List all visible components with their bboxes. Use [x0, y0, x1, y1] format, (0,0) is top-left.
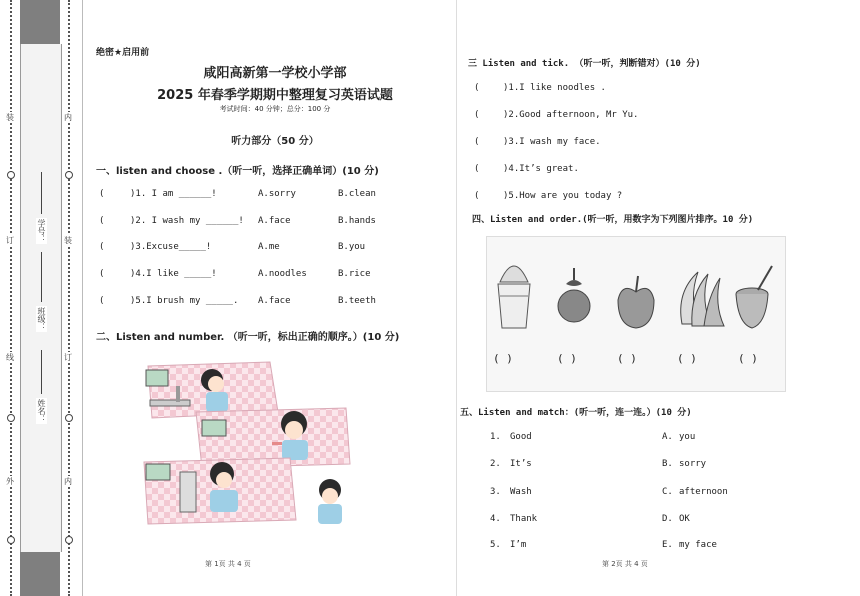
seal-circle — [7, 414, 15, 422]
tick-paren[interactable]: ( — [474, 164, 480, 174]
answer-paren[interactable]: ( — [99, 216, 105, 226]
match-letter: B. — [662, 459, 673, 469]
outer-seal-line — [10, 0, 18, 596]
student-id-label: 学号： — [37, 219, 46, 243]
match-right-word[interactable]: OK — [679, 514, 690, 524]
tick-statement: )1.I like noodles . — [503, 83, 606, 93]
question-text: )1. I am ______! — [130, 189, 217, 199]
mirror-icon — [146, 464, 170, 480]
match-right-word[interactable]: my face — [679, 540, 717, 550]
seal-circle — [65, 171, 73, 179]
girl-shirt-icon — [210, 490, 238, 512]
margin-top-block — [20, 0, 60, 44]
tick-statement: )3.I wash my face. — [503, 137, 601, 147]
class-label: 班级： — [37, 307, 46, 331]
order-slot[interactable]: ( ) — [557, 352, 577, 365]
seal-circle — [7, 536, 15, 544]
seal-circle — [65, 414, 73, 422]
match-number: 2. — [490, 459, 501, 469]
match-left-word[interactable]: It’s — [510, 459, 532, 469]
exam-title: 2025 年春季学期期中整理复习英语试题 — [157, 88, 393, 103]
daily-routine-illustration — [140, 356, 360, 528]
question-text: )5.I brush my _____. — [130, 296, 239, 306]
match-right-word[interactable]: you — [679, 432, 696, 442]
match-letter: A. — [662, 432, 673, 442]
option-b: B.you — [338, 242, 366, 252]
match-left-word[interactable]: Wash — [510, 487, 532, 497]
outer-label: 外 — [6, 477, 14, 486]
mirror-icon — [146, 370, 168, 386]
girl-face-icon — [285, 421, 303, 439]
tick-statement: )5.How are you today ? — [503, 191, 623, 201]
answer-paren[interactable]: ( — [99, 242, 105, 252]
match-letter: E. — [662, 540, 673, 550]
class-line — [41, 252, 42, 302]
school-name: 咸阳高新第一学校小学部 — [203, 66, 347, 81]
seal-circle — [7, 171, 15, 179]
question-text: )2. I wash my ______! — [130, 216, 244, 226]
match-left-word[interactable]: I’m — [510, 540, 527, 550]
tick-paren[interactable]: ( — [474, 110, 480, 120]
name-line — [41, 350, 42, 394]
seal-circle — [65, 536, 73, 544]
tick-paren[interactable]: ( — [474, 83, 480, 93]
order-slot[interactable]: ( ) — [617, 352, 637, 365]
answer-paren[interactable]: ( — [99, 296, 105, 306]
section1-title: 一、listen and choose .（听一听，选择正确单词）(10 分) — [96, 166, 379, 177]
page-number-2: 第 2页 共 4 页 — [602, 560, 648, 568]
answer-paren[interactable]: ( — [99, 269, 105, 279]
mirror-icon — [202, 420, 226, 436]
tick-paren[interactable]: ( — [474, 191, 480, 201]
match-number: 1. — [490, 432, 501, 442]
section2-title: 二、Listen and number. （听一听，标出正确的顺序。）(10 分) — [96, 332, 400, 343]
ice-cream-icon — [498, 266, 530, 328]
option-a: A.face — [258, 216, 291, 226]
food-pictures-strip — [486, 236, 786, 392]
faucet-icon — [176, 386, 180, 402]
girl-shirt-icon — [282, 440, 308, 460]
match-left-word[interactable]: Thank — [510, 514, 538, 524]
question-text: )3.Excuse_____! — [130, 242, 212, 252]
seal-char: 线 — [6, 353, 14, 362]
question-text: )4.I like _____! — [130, 269, 217, 279]
girl-face-icon — [322, 488, 338, 504]
option-a: A.sorry — [258, 189, 296, 199]
toothbrush-icon — [272, 442, 282, 445]
option-a: A.me — [258, 242, 280, 252]
door-icon — [180, 472, 196, 512]
page-number-1: 第 1页 共 4 页 — [205, 560, 251, 568]
seal-char: 装 — [6, 113, 14, 122]
match-number: 4. — [490, 514, 501, 524]
order-slot[interactable]: ( ) — [677, 352, 697, 365]
match-right-word[interactable]: afternoon — [679, 487, 728, 497]
match-letter: C. — [662, 487, 673, 497]
inner-char: 内 — [64, 113, 72, 122]
match-number: 3. — [490, 487, 501, 497]
option-b: B.rice — [338, 269, 371, 279]
order-slot[interactable]: ( ) — [738, 352, 758, 365]
exam-info: 考试时间：40 分钟；总分：100 分 — [219, 105, 331, 113]
order-slot[interactable]: ( ) — [493, 352, 513, 365]
section3-title: 三 Listen and tick. （听一听，判断错对）(10 分) — [468, 59, 701, 69]
page-left-edge — [82, 0, 83, 596]
name-label: 姓名： — [37, 399, 46, 423]
section4-title: 四、Listen and order.(听一听，用数字为下列图片排序。10 分) — [472, 215, 754, 225]
option-a: A.face — [258, 296, 291, 306]
section5-title: 五、Listen and match：(听一听，连一连。）(10 分) — [460, 408, 692, 418]
sink-icon — [150, 400, 190, 406]
seal-char: 订 — [6, 236, 14, 245]
girl-face-icon — [216, 472, 232, 488]
inner-label: 内 — [64, 477, 72, 486]
option-b: B.hands — [338, 216, 376, 226]
match-number: 5. — [490, 540, 501, 550]
girl-face-icon — [208, 376, 224, 392]
tick-statement: )2.Good afternoon, Mr Yu. — [503, 110, 639, 120]
inner-char: 装 — [64, 236, 72, 245]
tick-statement: )4.It’s great. — [503, 164, 579, 174]
answer-paren[interactable]: ( — [99, 189, 105, 199]
match-right-word[interactable]: sorry — [679, 459, 707, 469]
inner-char: 订 — [64, 353, 72, 362]
option-b: B.clean — [338, 189, 376, 199]
page-divider — [456, 0, 457, 596]
margin-bottom-block — [20, 552, 60, 596]
part-title: 听力部分（50 分） — [231, 136, 319, 147]
girl-shirt-icon — [318, 504, 342, 524]
secret-label: 绝密★启用前 — [96, 48, 150, 58]
option-a: A.noodles — [258, 269, 307, 279]
match-left-word[interactable]: Good — [510, 432, 532, 442]
match-letter: D. — [662, 514, 673, 524]
inner-seal-line — [68, 0, 76, 596]
girl-shirt-icon — [206, 392, 228, 412]
tick-paren[interactable]: ( — [474, 137, 480, 147]
option-b: B.teeth — [338, 296, 376, 306]
student-id-line — [41, 172, 42, 214]
